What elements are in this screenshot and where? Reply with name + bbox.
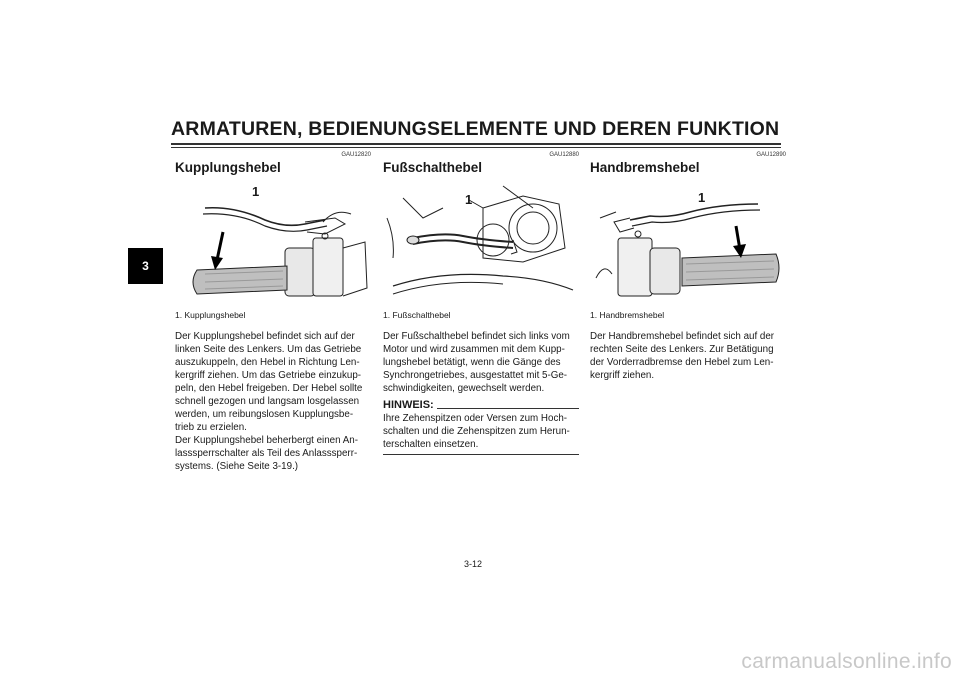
figure-caption: 1. Handbremshebel [590,310,665,320]
chapter-tab: 3 [128,248,163,284]
brake-lever-illustration [590,178,786,302]
section-title: Handbremshebel [590,160,700,175]
page-header [171,118,781,148]
section-fussschalthebel [383,148,579,455]
paragraph: Der Kupplungshebel beherbergt einen An-lasssperrschalter als Teil des Anlasssperr-systems. (Siehe Seite 3-19.) [175,435,359,472]
shift-pedal-figure [383,178,579,302]
header-rule [171,143,781,145]
section-code: GAU12880 [549,152,579,158]
section-title: Fußschalthebel [383,160,483,175]
section-code: GAU12890 [756,152,786,158]
paragraph: Der Fußschalthebel befindet sich links vom Motor und wird zusammen mit dem Kupp-lungshebel betätigt, wenn die Gänge des Synchrongetriebes, ausgestattet mit 5-Ge-schwindigkeiten, gewechselt werden. [383,331,570,394]
section-title: Kupplungshebel [175,160,281,175]
paragraph: Der Handbremshebel befindet sich auf der rechten Seite des Lenkers. Zur Betätigung der Vorderradbremse den Hebel zum Len-kergriff ziehen. [590,331,775,381]
callout-number: 1 [465,192,473,207]
shift-pedal-illustration [383,178,579,302]
callout-number: 1 [252,184,260,199]
note-box [383,399,579,455]
section-code: GAU12820 [341,152,371,158]
page-title: ARMATUREN, BEDIENUNGSELEMENTE UND DEREN FUNKTION [171,118,780,140]
figure-caption: 1. Kupplungshebel [175,310,246,320]
section-handbremshebel [590,148,786,382]
page-number: 3-12 [464,559,483,569]
note-rule [437,408,579,409]
figure-caption: 1. Fußschalthebel [383,310,451,320]
clutch-lever-figure [175,178,371,302]
section-body [590,330,786,382]
watermark: carmanualsonline.info [741,650,952,673]
note-end-rule [383,454,579,455]
clutch-lever-illustration [175,178,371,302]
note-text: Ihre Zehenspitzen oder Versen zum Hoch-schalten und die Zehenspitzen zum Herun-terschalten einsetzen. [383,413,570,450]
note-label: HINWEIS: [383,399,434,411]
paragraph: Der Kupplungshebel befindet sich auf der linken Seite des Lenkers. Um das Getriebe auszukuppeln, den Hebel in Richtung Len-kergriff ziehen. Um das Getriebe einzukup-peln, den Hebel freigeben. Der Hebel sollte schnell gezogen und langsam losgelassen werden, um reibungslosen Kupplungsbe-trieb zu erzielen. [175,331,363,433]
brake-lever-figure [590,178,786,302]
section-kupplungshebel [175,148,371,473]
callout-number: 1 [698,190,706,205]
section-body [175,330,371,473]
section-body [383,330,579,395]
